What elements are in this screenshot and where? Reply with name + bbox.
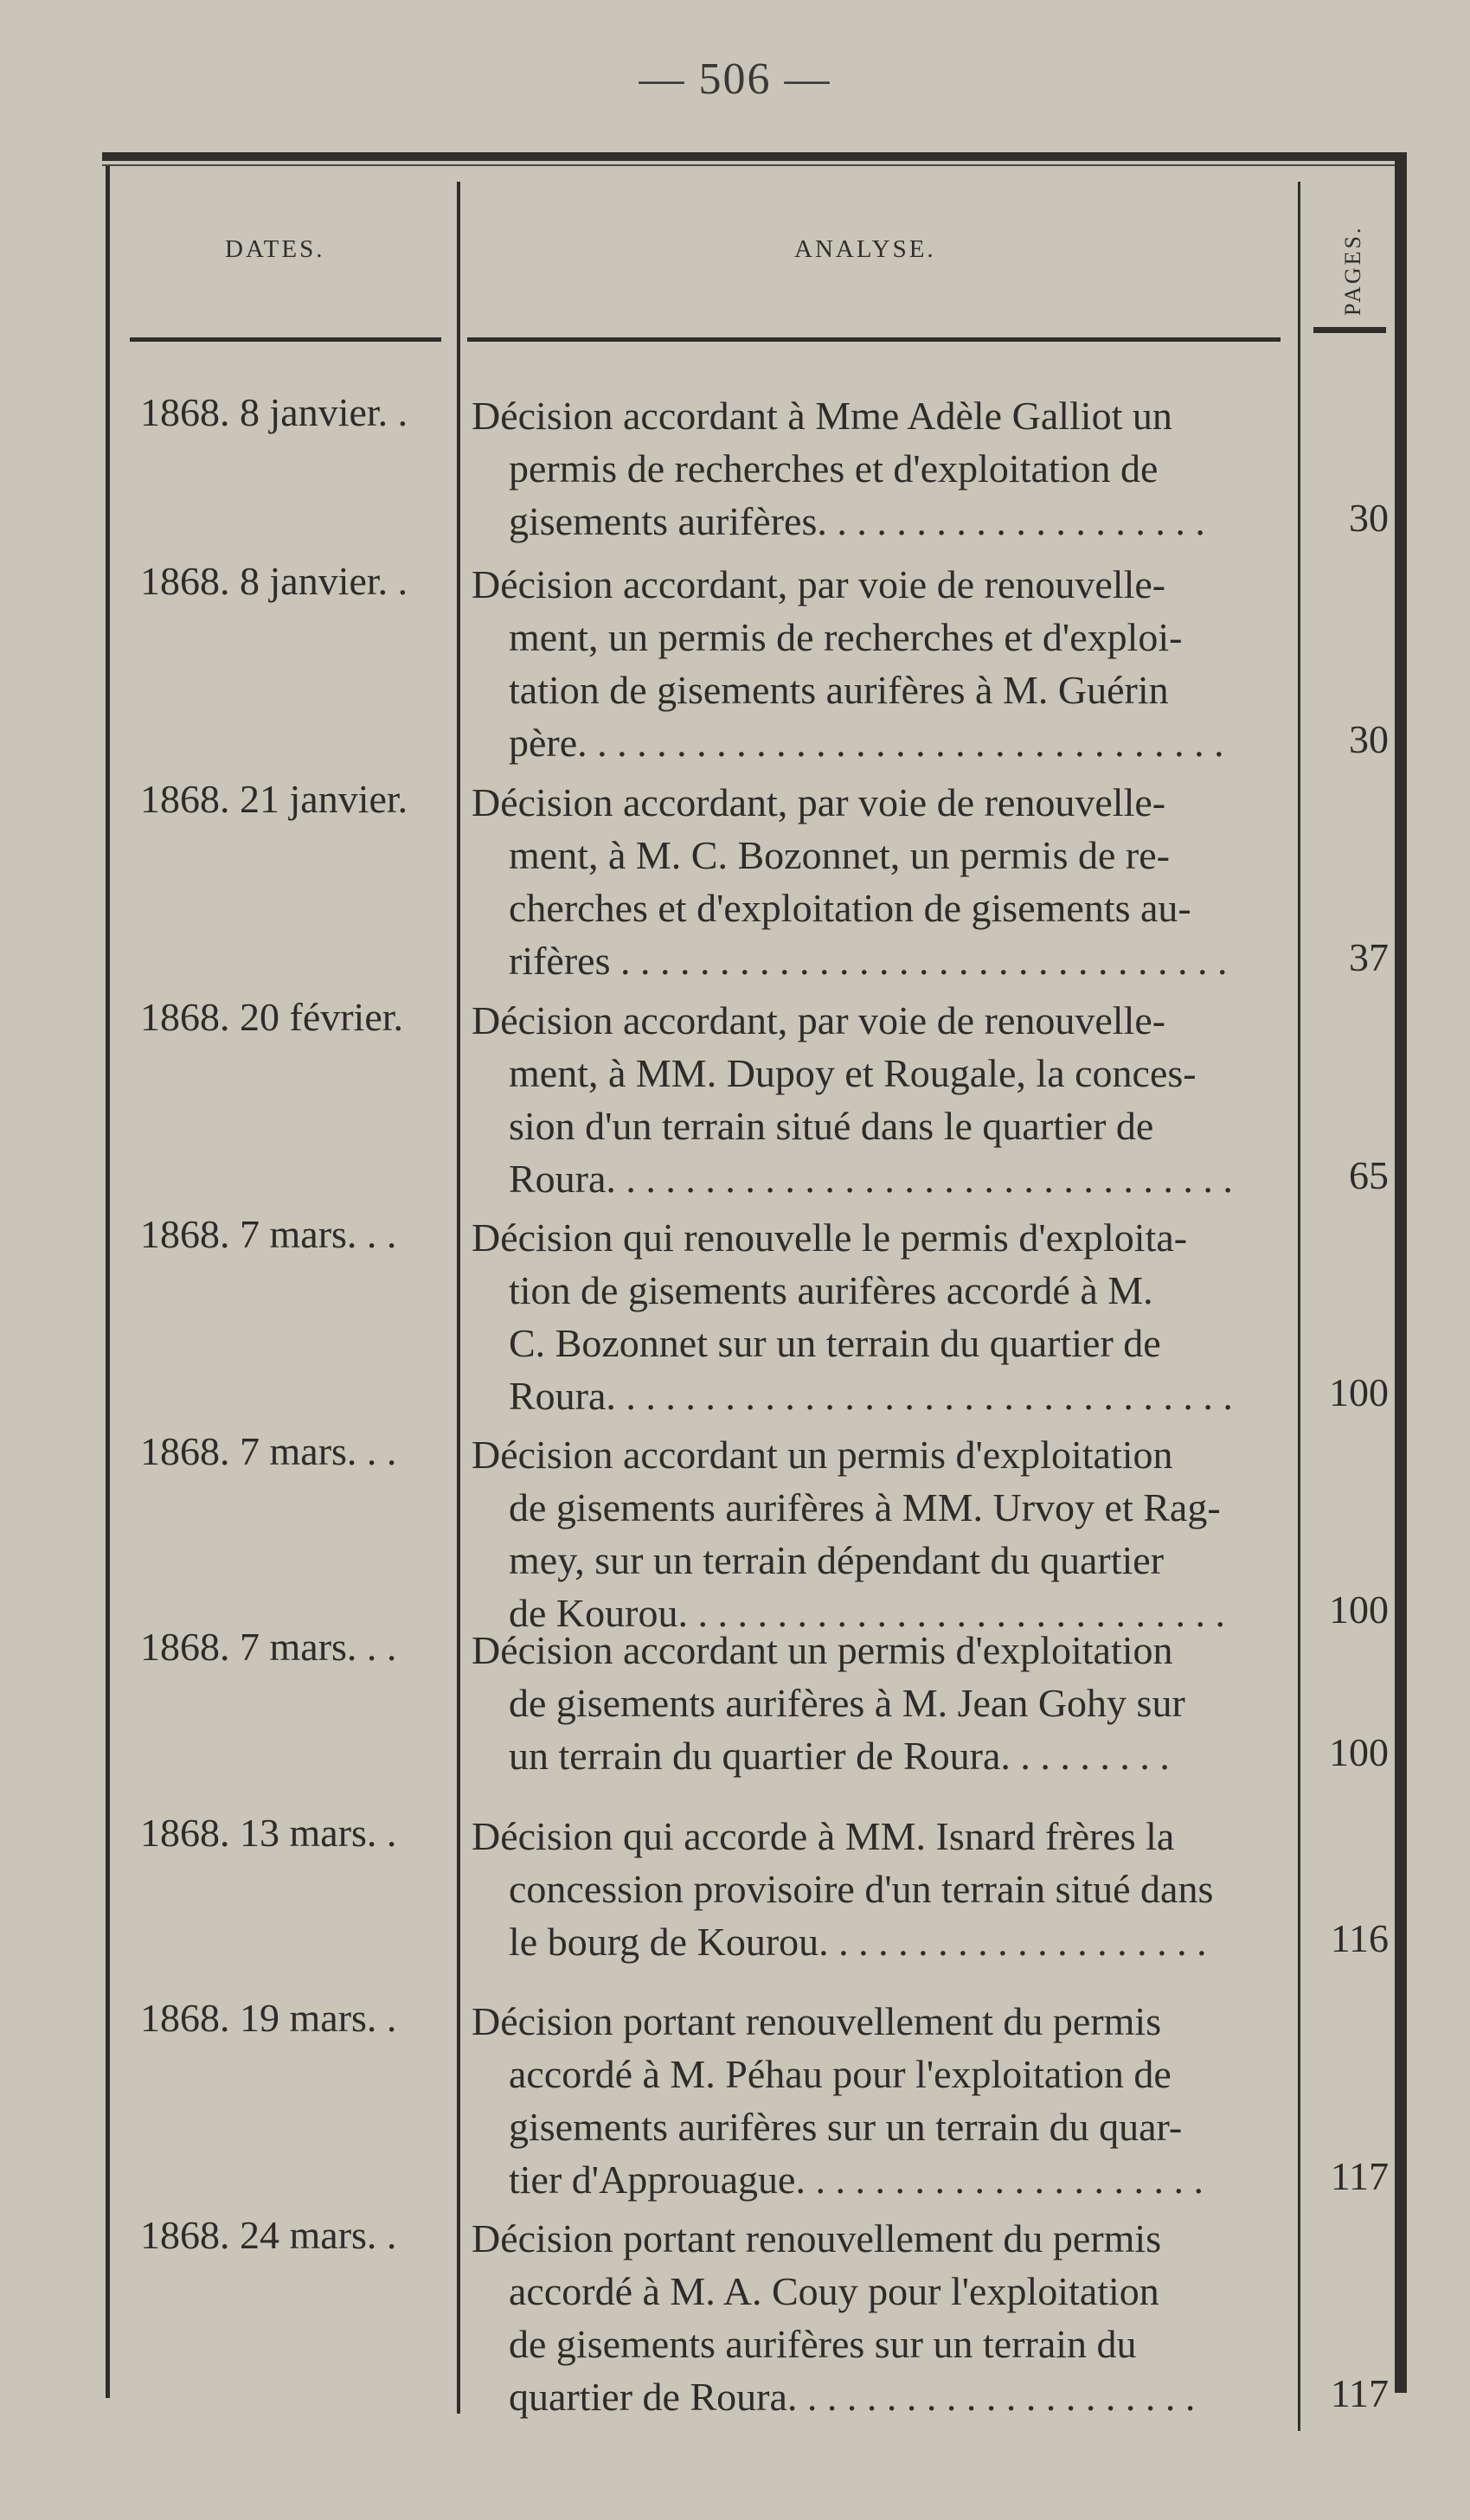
analysis-line: mey, sur un terrain dépendant du quartier bbox=[509, 1538, 1165, 1582]
analysis-line: gisements aurifères. . . . . . . . . . . . . . . . . . . . bbox=[509, 499, 1205, 543]
analysis-line: permis de recherches et d'exploitation de bbox=[509, 446, 1159, 491]
entry-date: 1868. 20 février. bbox=[140, 995, 404, 1039]
table-top-rule-thin bbox=[102, 164, 1407, 166]
header-underline-pages bbox=[1313, 327, 1386, 333]
entry-analysis bbox=[472, 1211, 1293, 1422]
table-top-rule bbox=[102, 152, 1407, 161]
entry-analysis bbox=[472, 389, 1293, 548]
analysis-line: accordé à M. A. Couy pour l'exploitation bbox=[509, 2269, 1159, 2313]
analysis-line: de gisements aurifères sur un terrain du bbox=[509, 2322, 1137, 2366]
analysis-line: tation de gisements aurifères à M. Guérin bbox=[509, 668, 1169, 712]
entry-analysis bbox=[472, 558, 1293, 769]
analysis-line: un terrain du quartier de Roura. . . . . . . . . bbox=[509, 1734, 1170, 1778]
column-separator-pages bbox=[1298, 182, 1300, 2431]
entry-analysis bbox=[472, 1428, 1293, 1639]
analysis-line: de Kourou. . . . . . . . . . . . . . . . . . . . . . . . . . . . bbox=[509, 1591, 1225, 1635]
analysis-line: le bourg de Kourou. . . . . . . . . . . . . . . . . . . . bbox=[509, 1920, 1207, 1964]
entry-analysis bbox=[472, 2212, 1293, 2423]
entry-date: 1868. 8 janvier. . bbox=[140, 559, 408, 603]
analysis-line: Roura. . . . . . . . . . . . . . . . . . . . . . . . . . . . . . . . bbox=[509, 1374, 1233, 1418]
header-dates: DATES. bbox=[225, 235, 325, 263]
entry-page-number: 30 bbox=[1349, 717, 1389, 761]
entry-page-number: 100 bbox=[1329, 1370, 1389, 1414]
entry-analysis bbox=[472, 1810, 1293, 1968]
analysis-line: C. Bozonnet sur un terrain du quartier de bbox=[509, 1321, 1161, 1365]
analysis-line: gisements aurifères sur un terrain du quar- bbox=[509, 2105, 1183, 2149]
analysis-line: de gisements aurifères à M. Jean Gohy sur bbox=[509, 1681, 1185, 1725]
header-analyse: ANALYSE. bbox=[794, 235, 936, 263]
entry-date: 1868. 19 mars. . bbox=[140, 1996, 397, 2040]
entry-date: 1868. 13 mars. . bbox=[140, 1811, 397, 1855]
entry-page-number: 116 bbox=[1330, 1916, 1389, 1960]
entry-page-number: 65 bbox=[1349, 1153, 1389, 1197]
analysis-line: Décision accordant, par voie de renouvelle- bbox=[472, 998, 1166, 1042]
entry-page-number: 100 bbox=[1329, 1587, 1389, 1632]
analysis-line: de gisements aurifères à MM. Urvoy et Rag- bbox=[509, 1485, 1221, 1529]
table-right-border bbox=[1395, 152, 1407, 2393]
entry-date: 1868. 8 janvier. . bbox=[140, 390, 408, 434]
entry-analysis bbox=[472, 1624, 1293, 1782]
analysis-line: Décision qui accorde à MM. Isnard frères la bbox=[472, 1814, 1175, 1858]
analysis-line: Décision accordant un permis d'exploitation bbox=[472, 1433, 1173, 1477]
analysis-line: Décision accordant un permis d'exploitation bbox=[472, 1628, 1173, 1672]
analysis-line: ment, un permis de recherches et d'exploi- bbox=[509, 615, 1183, 659]
analysis-line: ment, à MM. Dupoy et Rougale, la conces- bbox=[509, 1051, 1197, 1095]
entry-date: 1868. 21 janvier. bbox=[140, 777, 408, 821]
entry-page-number: 30 bbox=[1349, 496, 1389, 540]
entry-analysis bbox=[472, 1995, 1293, 2206]
analysis-line: rifères . . . . . . . . . . . . . . . . . . . . . . . . . . . . . . . bbox=[509, 939, 1228, 983]
entry-date: 1868. 24 mars. . bbox=[140, 2213, 397, 2257]
analysis-line: Décision accordant à Mme Adèle Galliot un bbox=[472, 394, 1172, 438]
header-pages: PAGES. bbox=[1340, 225, 1365, 316]
table-left-border bbox=[106, 166, 110, 2398]
analysis-line: Décision portant renouvellement du permis bbox=[472, 2216, 1162, 2260]
entry-date: 1868. 7 mars. . . bbox=[140, 1429, 397, 1473]
analysis-line: Roura. . . . . . . . . . . . . . . . . . . . . . . . . . . . . . . . bbox=[509, 1157, 1233, 1201]
analysis-line: sion d'un terrain situé dans le quartier de bbox=[509, 1104, 1154, 1148]
entry-page-number: 37 bbox=[1349, 935, 1389, 979]
entry-date: 1868. 7 mars. . . bbox=[140, 1212, 397, 1256]
analysis-line: tier d'Approuague. . . . . . . . . . . . . . . . . . . . . bbox=[509, 2158, 1204, 2202]
analysis-line: père. . . . . . . . . . . . . . . . . . . . . . . . . . . . . . . . . bbox=[509, 721, 1224, 765]
entry-analysis bbox=[472, 776, 1293, 987]
analysis-line: Décision accordant, par voie de renouvelle- bbox=[472, 562, 1166, 606]
analysis-line: quartier de Roura. . . . . . . . . . . . . . . . . . . . . bbox=[509, 2375, 1196, 2419]
analysis-line: Décision accordant, par voie de renouvelle- bbox=[472, 780, 1166, 824]
header-underline-analyse bbox=[467, 337, 1281, 342]
header-underline-dates bbox=[130, 337, 441, 342]
analysis-line: tion de gisements aurifères accordé à M. bbox=[509, 1268, 1153, 1312]
analysis-line: cherches et d'exploitation de gisements au- bbox=[509, 886, 1191, 930]
analysis-line: Décision qui renouvelle le permis d'exploita- bbox=[472, 1215, 1188, 1260]
entry-page-number: 117 bbox=[1330, 2371, 1389, 2415]
entry-page-number: 117 bbox=[1330, 2154, 1389, 2198]
analysis-line: concession provisoire d'un terrain situé dans bbox=[509, 1867, 1214, 1911]
analysis-line: ment, à M. C. Bozonnet, un permis de re- bbox=[509, 833, 1170, 877]
entry-analysis bbox=[472, 994, 1293, 1205]
entry-page-number: 100 bbox=[1329, 1730, 1389, 1774]
analysis-line: Décision portant renouvellement du permis bbox=[472, 1999, 1162, 2043]
entry-date: 1868. 7 mars. . . bbox=[140, 1625, 397, 1669]
page-number: — 506 — bbox=[639, 55, 831, 104]
analysis-line: accordé à M. Péhau pour l'exploitation de bbox=[509, 2052, 1172, 2096]
column-separator-dates bbox=[457, 182, 460, 2414]
